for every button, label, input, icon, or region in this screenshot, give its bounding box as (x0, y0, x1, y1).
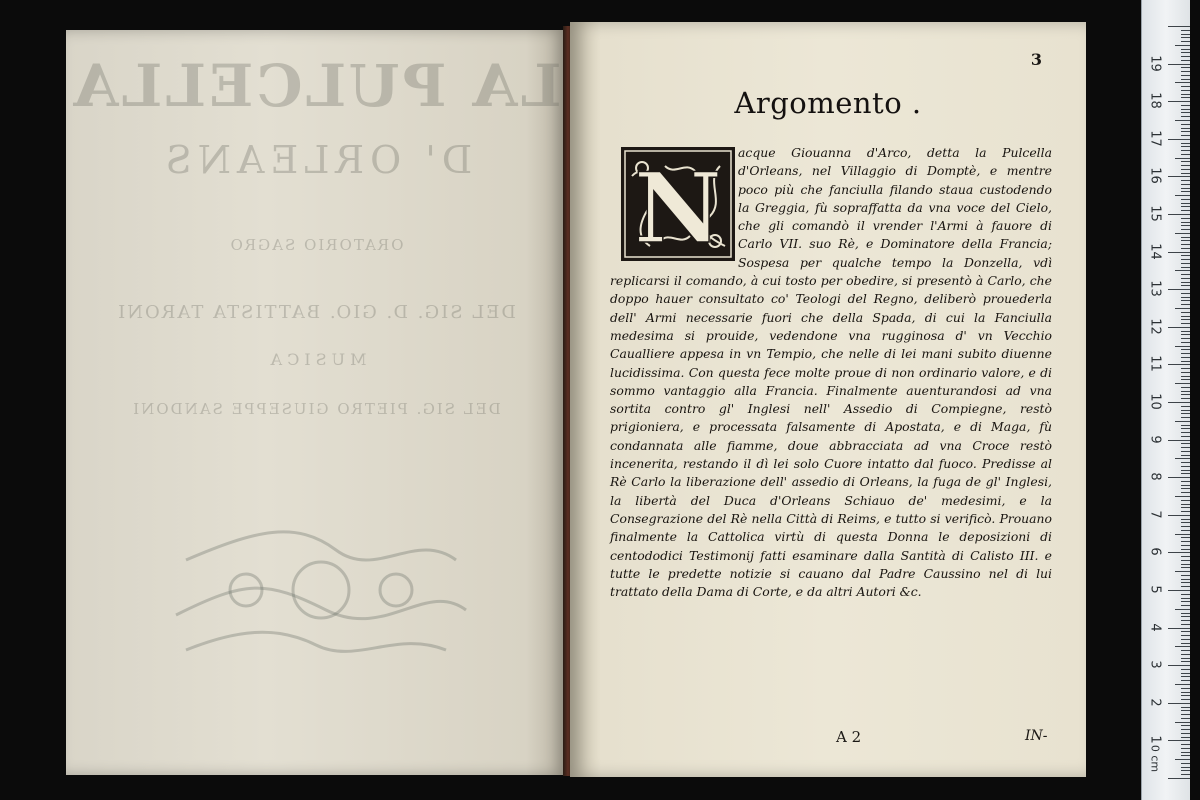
ruler-label: 17 (1147, 130, 1163, 147)
ruler-label: 13 (1147, 280, 1163, 297)
ruler-tick (1181, 575, 1190, 576)
ruler-label: 2 (1147, 698, 1163, 707)
ruler-tick (1181, 729, 1190, 730)
ruler-tick (1181, 707, 1190, 708)
ruler-tick (1175, 120, 1190, 121)
ruler-tick (1181, 312, 1190, 313)
ruler-tick (1181, 368, 1190, 369)
ruler-tick (1181, 658, 1190, 659)
ruler-tick (1168, 440, 1190, 441)
ruler-tick (1181, 451, 1190, 452)
ruler-label: 7 (1147, 510, 1163, 519)
ruler-tick (1181, 319, 1190, 320)
ruler-tick (1181, 150, 1190, 151)
ruler-tick (1181, 331, 1190, 332)
ruler-tick (1181, 361, 1190, 362)
ruler-tick (1181, 112, 1190, 113)
ruler-tick (1181, 699, 1190, 700)
ruler-tick (1181, 436, 1190, 437)
ruler-tick (1181, 161, 1190, 162)
page-heading: Argomento . (734, 86, 922, 120)
ruler-tick (1181, 56, 1190, 57)
ruler-tick (1168, 778, 1190, 779)
ruler-tick (1168, 327, 1190, 328)
initial-letter: N (634, 152, 722, 262)
ruler-label: 1 (1147, 735, 1163, 745)
ruler-label: 0 cm (1148, 744, 1162, 773)
ruler-tick (1181, 620, 1190, 621)
catchword: IN- (1025, 728, 1048, 744)
ruler-tick (1181, 406, 1190, 407)
ruler-tick (1181, 387, 1190, 388)
ruler-tick (1181, 323, 1190, 324)
ruler-tick (1181, 650, 1190, 651)
ruler-tick (1181, 737, 1190, 738)
ruler-tick (1168, 64, 1190, 65)
ruler-tick (1168, 477, 1190, 478)
signature-mark: A 2 (836, 728, 862, 746)
ruler-label: 8 (1147, 472, 1163, 481)
ruler-tick (1181, 372, 1190, 373)
ruler-tick (1181, 598, 1190, 599)
ruler-tick (1181, 462, 1190, 463)
ruler-tick (1181, 673, 1190, 674)
ruler-tick (1181, 669, 1190, 670)
ruler-tick (1181, 624, 1190, 625)
ruler-tick (1181, 225, 1190, 226)
ruler-tick (1181, 733, 1190, 734)
ruler-tick (1181, 94, 1190, 95)
right-page (570, 22, 1086, 777)
ruler-tick (1181, 522, 1190, 523)
ruler-tick (1181, 71, 1190, 72)
ruler-tick (1181, 763, 1190, 764)
ruler-tick (1181, 244, 1190, 245)
ruler-tick (1181, 710, 1190, 711)
ruler-tick (1181, 556, 1190, 557)
body-paragraph: acque Giouanna d'Arco, detta la Pulcella d'Orleans, nel Villaggio di Domptè, e mentre poco più che fanciulla filando staua custodendo la Greggia, fù sopraffatta da vna voce del Cielo, che gli comandò il vrender l'Armi à fauore di Carlo VII. suo Rè, e Dominatore della Francia; Sospesa per qualche tempo la Donzella, vdì replicarsi il comando, à cui tosto per obedire, si presentò à Carlo, che doppo hauer consultato co' Teologi del Regno, deliberò prouederla dell' Armi necessarie fuori che della Spada, di cui la Fanciulla medesima si prouide, vedendone vna rugginosa d' vn Vecchio Caualliere appesa in vn Tempio, che nelle di lei mani subito diuenne lucidissima. Con questa fece molte proue di non ordinario valore, e di sommo vantaggio alla Francia. Finalmente auenturandosi ad vna sortita contro gl' Inglesi nell' Assedio di Compiegne, restò prigioniera, e processata falsamente di Apostata, e di Maga, fù condannata alle fiamme, doue abbracciata ad vna Croce restò incenerita, restando il dì lei solo Cuore intatto dal fuoco. Predisse al Rè Carlo la liberazione dell' assedio di Orleans, la fuga de gl' Inglesi, la libertà del Duca d'Orleans Schiauo de' medesimi, e la Consegrazione del Rè nella Città di Reims, e tutto si verificò. Prouano finalmente la Cattolica virtù di questa Donna le deposizioni di centododici Testimonij fatti esaminare dalla Santità di Calisto III. e tutte le predette notizie si cauano dal Padre Caussino nel di lui trattato della Dama di Corte, e da altri Autori &c. (610, 145, 1052, 600)
ruler-tick (1181, 481, 1190, 482)
ruler-label: 6 (1147, 547, 1163, 557)
ruler-tick (1181, 255, 1190, 256)
ruler-tick (1181, 316, 1190, 317)
ruler-tick (1181, 410, 1190, 411)
ruler-tick (1181, 613, 1190, 614)
ruler-tick (1181, 109, 1190, 110)
ruler-tick (1181, 507, 1190, 508)
ruler-tick (1181, 564, 1190, 565)
ruler-tick (1168, 515, 1190, 516)
ruler-tick (1181, 504, 1190, 505)
ruler-label: 3 (1147, 660, 1163, 669)
ruler-tick (1181, 473, 1190, 474)
ruler-tick (1181, 692, 1190, 693)
ruler-tick (1181, 398, 1190, 399)
ruler-tick (1181, 616, 1190, 617)
ruler-tick (1168, 252, 1190, 253)
ruler-tick (1181, 774, 1190, 775)
ruler-tick (1181, 718, 1190, 719)
ruler-tick (1181, 79, 1190, 80)
ruler-tick (1181, 131, 1190, 132)
ruler-tick (1175, 195, 1190, 196)
ruler-tick (1181, 744, 1190, 745)
ruler-tick (1181, 353, 1190, 354)
show-through-line: MUSICA (265, 350, 367, 369)
argomento-body-text (610, 144, 1052, 601)
show-through-title: LA PULCELLA (70, 52, 562, 120)
ruler-tick (1181, 391, 1190, 392)
ruler-tick (1168, 139, 1190, 140)
ruler-tick (1181, 530, 1190, 531)
ruler-tick (1181, 605, 1190, 606)
ruler-tick (1175, 421, 1190, 422)
ornament-show-through (166, 520, 476, 670)
ruler-tick (1181, 748, 1190, 749)
ruler-tick (1181, 37, 1190, 38)
ruler-label: 5 (1147, 585, 1163, 594)
ruler-tick (1181, 379, 1190, 380)
ruler-tick (1175, 383, 1190, 384)
ruler-tick (1181, 49, 1190, 50)
ruler-tick (1181, 455, 1190, 456)
ruler-tick (1181, 105, 1190, 106)
ruler-tick (1181, 466, 1190, 467)
ruler-tick (1181, 349, 1190, 350)
ruler-tick (1181, 425, 1190, 426)
ruler-tick (1175, 684, 1190, 685)
ruler-tick (1175, 233, 1190, 234)
ruler-tick (1181, 222, 1190, 223)
ruler-tick (1181, 752, 1190, 753)
ruler-tick (1181, 267, 1190, 268)
ruler-tick (1175, 158, 1190, 159)
left-page-show-through (66, 30, 566, 775)
ruler-tick (1168, 740, 1190, 741)
ruler-tick (1181, 188, 1190, 189)
ruler-tick (1181, 432, 1190, 433)
ruler-label: 12 (1147, 318, 1163, 335)
ruler-tick (1181, 586, 1190, 587)
ruler-label: 11 (1147, 355, 1163, 373)
ruler-tick (1181, 654, 1190, 655)
ruler-tick (1175, 458, 1190, 459)
ruler-tick (1181, 60, 1190, 61)
ruler-tick (1181, 248, 1190, 249)
ruler-tick (1181, 643, 1190, 644)
ruler-tick (1181, 500, 1190, 501)
ruler-tick (1181, 278, 1190, 279)
ruler-tick (1181, 594, 1190, 595)
ruler-label: 16 (1147, 167, 1163, 185)
ruler-tick (1181, 601, 1190, 602)
ruler-tick (1181, 304, 1190, 305)
ruler-tick (1181, 86, 1190, 87)
ruler-tick (1168, 26, 1190, 27)
ruler-tick (1181, 75, 1190, 76)
ruler-label: 14 (1147, 242, 1163, 260)
ruler-tick (1168, 628, 1190, 629)
left-page (66, 30, 566, 775)
ruler-tick (1181, 203, 1190, 204)
ruler-tick (1175, 722, 1190, 723)
ruler-tick (1168, 703, 1190, 704)
initial-spacer (610, 144, 738, 266)
ruler-tick (1181, 695, 1190, 696)
ruler-tick (1181, 206, 1190, 207)
ruler-tick (1181, 259, 1190, 260)
ruler-tick (1168, 101, 1190, 102)
ruler-tick (1181, 229, 1190, 230)
ruler-label: 10 (1147, 393, 1163, 410)
ruler-tick (1181, 639, 1190, 640)
show-through-line: DEL SIG. D. GIO. BATTISTA TARONI (116, 302, 516, 323)
ruler-tick (1181, 124, 1190, 125)
ruler-tick (1181, 661, 1190, 662)
ruler-tick (1181, 90, 1190, 91)
ruler-tick (1181, 417, 1190, 418)
ruler-tick (1181, 443, 1190, 444)
ruler-tick (1181, 165, 1190, 166)
ruler-tick (1181, 714, 1190, 715)
ruler-tick (1181, 579, 1190, 580)
ruler-tick (1168, 590, 1190, 591)
ruler-tick (1181, 146, 1190, 147)
ruler-tick (1181, 357, 1190, 358)
ruler-tick (1175, 571, 1190, 572)
ruler-tick (1181, 488, 1190, 489)
ruler-tick (1181, 394, 1190, 395)
ruler-tick (1181, 676, 1190, 677)
ruler-tick (1181, 635, 1190, 636)
ruler-tick (1175, 646, 1190, 647)
ruler-tick (1181, 549, 1190, 550)
page-number: 3 (1030, 50, 1042, 69)
ruler-tick (1181, 470, 1190, 471)
ruler-tick (1181, 263, 1190, 264)
ruler-tick (1175, 609, 1190, 610)
ruler-tick (1181, 116, 1190, 117)
ruler-tick (1181, 135, 1190, 136)
ruler-tick (1181, 338, 1190, 339)
ruler-tick (1175, 534, 1190, 535)
ruler-tick (1181, 240, 1190, 241)
ruler-tick (1181, 342, 1190, 343)
ruler-tick (1181, 128, 1190, 129)
ruler-tick (1181, 582, 1190, 583)
ruler-tick (1181, 688, 1190, 689)
ruler-tick (1181, 428, 1190, 429)
measurement-ruler (1141, 0, 1190, 800)
ruler-tick (1181, 560, 1190, 561)
ruler-tick (1181, 52, 1190, 53)
ruler-label: 19 (1147, 54, 1163, 72)
ruler-tick (1168, 289, 1190, 290)
ruler-tick (1168, 214, 1190, 215)
ruler-tick (1181, 180, 1190, 181)
ruler-tick (1175, 270, 1190, 271)
ruler-tick (1181, 184, 1190, 185)
ruler-tick (1181, 519, 1190, 520)
ruler-tick (1181, 297, 1190, 298)
ruler-label: 15 (1147, 205, 1163, 222)
ruler-label: 4 (1147, 622, 1163, 632)
ruler-tick (1181, 755, 1190, 756)
ruler-tick (1181, 492, 1190, 493)
ruler-tick (1181, 293, 1190, 294)
ruler-tick (1175, 82, 1190, 83)
ruler-tick (1181, 237, 1190, 238)
ruler-tick (1181, 30, 1190, 31)
ruler-tick (1181, 485, 1190, 486)
ruler-tick (1181, 376, 1190, 377)
ruler-tick (1175, 346, 1190, 347)
ruler-tick (1181, 143, 1190, 144)
ruler-tick (1181, 285, 1190, 286)
ruler-tick (1181, 680, 1190, 681)
ruler-tick (1168, 176, 1190, 177)
ruler-tick (1168, 665, 1190, 666)
ruler-tick (1181, 154, 1190, 155)
ruler-tick (1181, 526, 1190, 527)
ruler-tick (1168, 364, 1190, 365)
ruler-tick (1181, 537, 1190, 538)
ruler-tick (1181, 541, 1190, 542)
ruler-tick (1181, 97, 1190, 98)
ruler-tick (1181, 567, 1190, 568)
ruler-label: 9 (1147, 434, 1163, 444)
ruler-tick (1181, 545, 1190, 546)
ruler-tick (1181, 169, 1190, 170)
ruler-tick (1181, 67, 1190, 68)
ruler-tick (1168, 402, 1190, 403)
ruler-tick (1175, 496, 1190, 497)
ruler-tick (1181, 767, 1190, 768)
show-through-line: DEL SIG. PIETRO GIUSEPPE SANDONI (131, 400, 501, 418)
show-through-subtitle: D' ORLEANS (159, 138, 473, 182)
ruler-tick (1181, 210, 1190, 211)
ruler-tick (1181, 34, 1190, 35)
ruler-tick (1181, 191, 1190, 192)
ruler-tick (1181, 199, 1190, 200)
ruler-tick (1175, 759, 1190, 760)
ruler-label: 18 (1147, 92, 1163, 109)
ruler-tick (1175, 308, 1190, 309)
ruler-tick (1168, 552, 1190, 553)
show-through-line: ORATORIO SAGRO (228, 236, 404, 254)
ruler-tick (1181, 218, 1190, 219)
ruler-tick (1181, 41, 1190, 42)
ruler-tick (1181, 413, 1190, 414)
ruler-tick (1181, 511, 1190, 512)
ruler-tick (1181, 725, 1190, 726)
ruler-tick (1181, 300, 1190, 301)
ruler-tick (1181, 334, 1190, 335)
ruler-tick (1181, 274, 1190, 275)
ruler-tick (1181, 447, 1190, 448)
ruler-tick (1181, 770, 1190, 771)
ruler-tick (1181, 282, 1190, 283)
ruler-tick (1175, 45, 1190, 46)
ruler-tick (1181, 631, 1190, 632)
ruler-tick (1181, 173, 1190, 174)
